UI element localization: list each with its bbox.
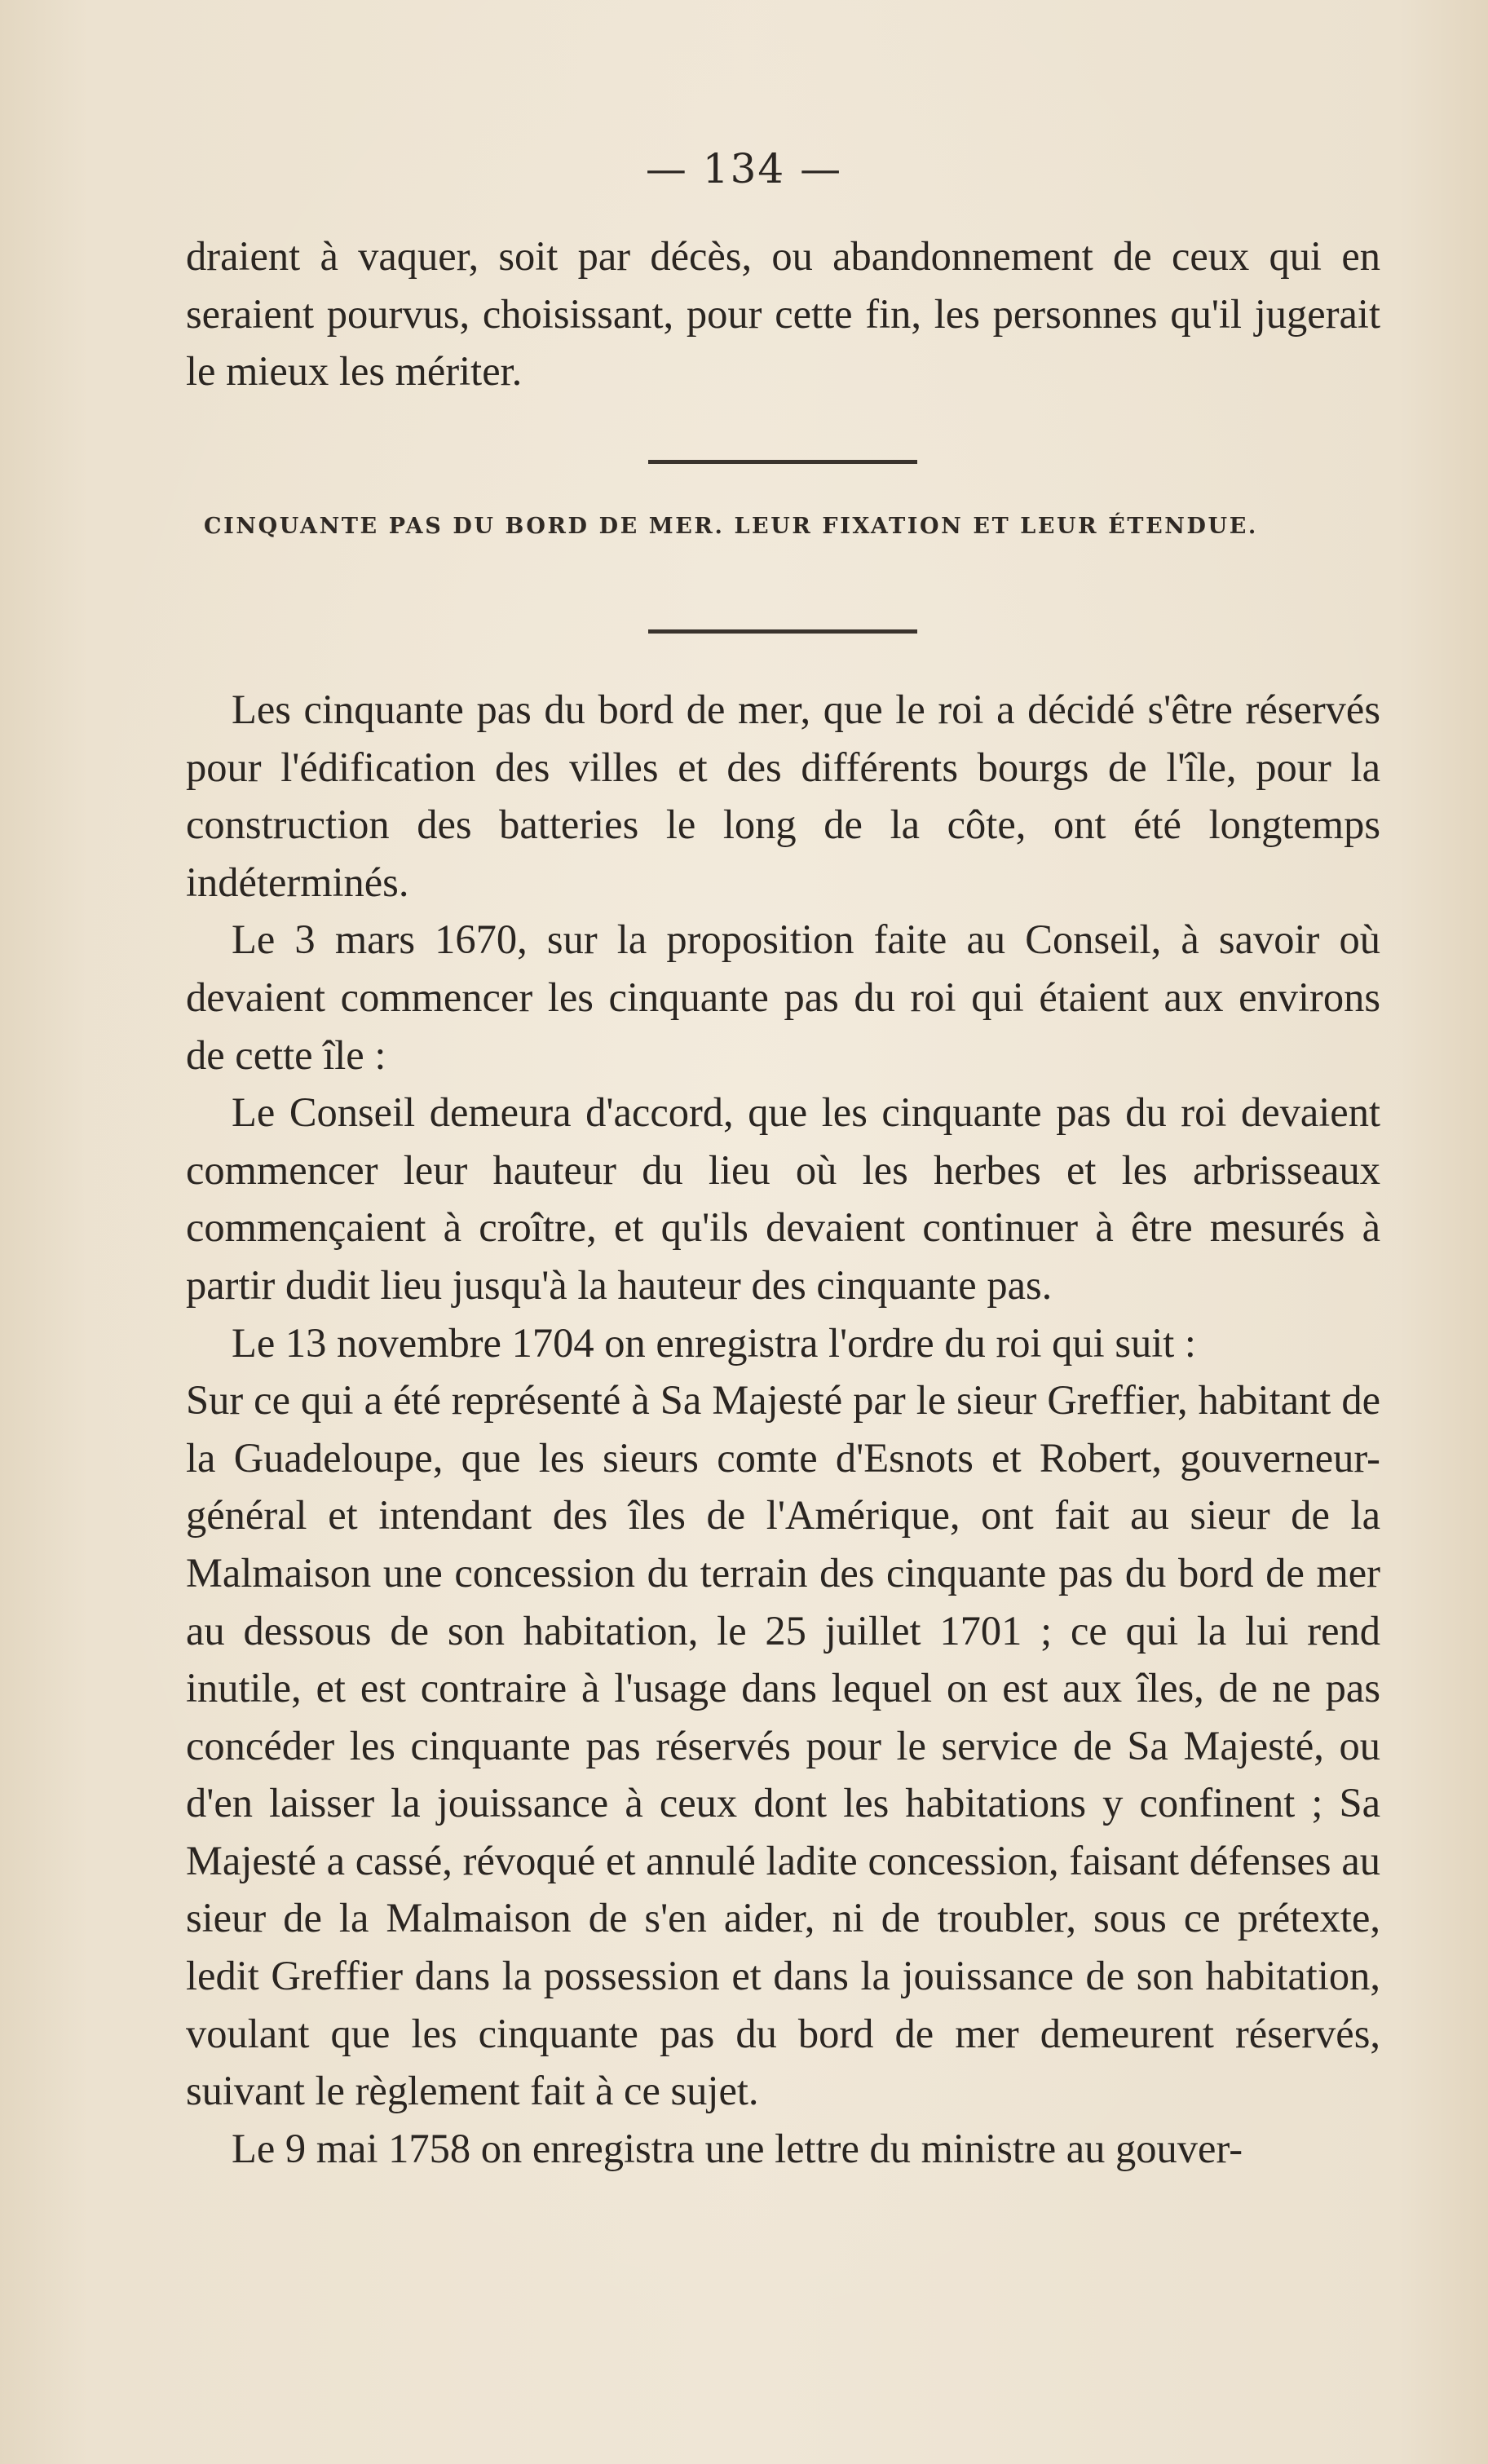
intro-paragraph: draient à vaquer, soit par décès, ou abandonnement de ceux qui en seraient pourvus, choisissant, pour cette fin, les personnes qu'il jugerait le mieux les mériter. [186, 233, 1380, 395]
paragraph: Le 3 mars 1670, sur la proposition faite au Conseil, à savoir où devaient commencer les cinquante pas du roi qui étaient aux environs de cette île : [186, 916, 1380, 1078]
top-divider-rule [648, 460, 917, 464]
paragraph: Le Conseil demeura d'accord, que les cinquante pas du roi devaient commencer leur hauteur du lieu où les herbes et les arbrisseaux commençaient à croître, et qu'ils devaient continuer à être mesurés à partir dudit lieu jusqu'à la hauteur des cinquante pas. [186, 1089, 1380, 1308]
bottom-divider-rule [648, 629, 917, 634]
page-number: — 134 — [645, 145, 843, 192]
paragraph: Le 9 mai 1758 on enregistra une lettre du ministre au gouver- [232, 2125, 1243, 2171]
paragraph: Sur ce qui a été représenté à Sa Majesté par le sieur Greffier, habitant de la Guadeloupe, que les sieurs comte d'Esnots et Robert, gouverneur-général et intendant des îles de l'Amérique, ont fait au sieur de la Malmaison une concession du terrain des cinquante pas du bord de mer au dessous de son habitation, le 25 juillet 1701 ; ce qui la lui rend inutile, et est contraire à l'usage dans lequel on est aux îles, de ne pas concéder les cinquante pas réservés pour le service de Sa Majesté, ou d'en laisser la jouissance à ceux dont les habitations y confinent ; Sa Majesté a cassé, révoqué et annulé ladite concession, faisant défenses au sieur de la Malmaison de s'en aider, ni de troubler, sous ce prétexte, ledit Greffier dans la possession et dans la jouissance de son habitation, voulant que les cinquante pas du bord de mer demeurent réservés, suivant le règlement fait à ce sujet. [186, 1377, 1380, 2114]
intro-text [186, 227, 1380, 400]
paragraph: Les cinquante pas du bord de mer, que le roi a décidé s'être réservés pour l'édification des villes et des différents bourgs de l'île, pour la construction des batteries le long de la côte, ont été longtemps indéterminés. [186, 687, 1380, 905]
body-text [186, 681, 1380, 2177]
section-heading: CINQUANTE PAS DU BORD DE MER. LEUR FIXATION ET LEUR ÉTENDUE. [204, 514, 1258, 539]
paragraph: Le 13 novembre 1704 on enregistra l'ordre du roi qui suit : [232, 1319, 1196, 1366]
